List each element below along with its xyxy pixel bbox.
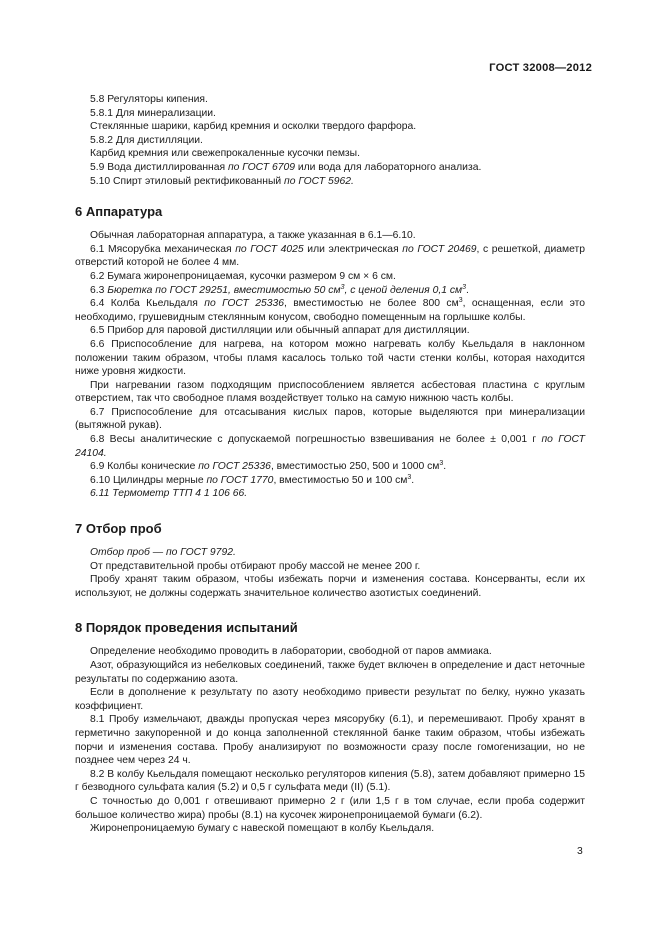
section-5-8-1-text: Стеклянные шарики, карбид кремния и осколки твердого фарфора. (90, 121, 417, 133)
section-8-intro-1: Определение необходимо проводить в лаборатории, свободной от паров аммиака. (90, 646, 492, 658)
section-5-8: 5.8 Регуляторы кипения. (90, 94, 208, 105)
section-6-11: 6.11 Термометр ТТП 4 1 106 66. (90, 488, 248, 500)
section-8-1: 8.1 Пробу измельчают, дважды пропуская через мясорубку (6.1), и перемешивают. Пробу хранят в герметично закупоренной и до конца заполненной стеклянной банке таким образом, чтобы избежать порчи и изменения состава. Пробу анализируют по возможности сразу после гомогенизации, но не позднее чем через 24 ч. (75, 714, 585, 767)
section-6-8: 6.8 Весы аналитические с допускаемой погрешностью взвешивания не более ± 0,001 г по ГОСТ 24104. (75, 434, 585, 459)
section-8-2: 8.2 В колбу Кьельдаля помещают несколько регуляторов кипения (5.8), затем добавляют примерно 15 г безводного сульфата калия (5.2) и 0,5 г сульфата меди (II) (5.1). (75, 768, 585, 794)
heading-section-6: 6 Аппаратура (75, 204, 163, 220)
section-6-intro: Обычная лабораторная аппаратура, а также указанная в 6.1—6.10. (90, 230, 416, 242)
section-6-4: 6.4 Колба Кьельдаля по ГОСТ 25336, вместимостью не более 800 $см^3$, оснащенная, если это необходимо, грушевидным стеклянным конусом, свободно помещенным на горлышке колбы. (75, 297, 585, 323)
section-6-7: 6.7 Приспособление для отсасывания кислых паров, которые выделяются при минерализации (вытяжной рукав). (75, 406, 585, 432)
section-8-2-weighing: С точностью до 0,001 г отвешивают примерно 2 г (или 1,5 г в том случае, если проба содержит большое количество жира) пробы (8.1) на кусочек жиронепроницаемой бумаги (6.2). (75, 795, 585, 821)
page-number: 3 (577, 846, 583, 857)
section-8-2-paper: Жиронепроницаемую бумагу с навеской помещают в колбу Кьельдаля. (90, 823, 435, 835)
section-6-3: 6.3 Бюретка по ГОСТ 29251, вместимостью 50 $см^3$, с ценой деления 0,1 $см^3$. (90, 283, 469, 296)
page-content (75, 93, 585, 836)
heading-section-7: 7 Отбор проб (75, 521, 162, 537)
section-5-8-2-text: Карбид кремния или свежепрокаленные кусочки пемзы. (90, 148, 360, 160)
section-5-9: 5.9 Вода дистиллированная по ГОСТ 6709 или вода для лабораторного анализа. (90, 161, 482, 173)
section-6-5: 6.5 Прибор для паровой дистилляции или обычный аппарат для дистилляции. (90, 325, 470, 337)
section-6-1: 6.1 Мясорубка механическая по ГОСТ 4025 или электрическая по ГОСТ 20469, с решеткой, диаметр отверстий которой не более 4 мм. (75, 243, 585, 269)
section-8-intro-2: Азот, образующийся из небелковых соединений, также будет включен в определение и даст неточные результаты по содержанию азота. (75, 660, 585, 685)
section-6-10: 6.10 Цилиндры мерные по ГОСТ 1770, вместимостью 50 и 100 $см^3$. (90, 473, 415, 486)
section-6-6: 6.6 Приспособление для нагрева, на котором можно нагревать колбу Кьельдаля в наклонном положении таким образом, чтобы пламя касалось только той части стенки колбы, которая находится ниже уровня жидкости. (75, 338, 585, 378)
section-6-2: 6.2 Бумага жиронепроницаемая, кусочки размером 9 см × 6 см. (90, 270, 396, 282)
section-5-10: 5.10 Спирт этиловый ректификованный по ГОСТ 5962. (90, 175, 354, 187)
section-7-storage: Пробу хранят таким образом, чтобы избежать порчи и изменения состава. Консерванты, если их используют, не должны содержать значительное количество азотистых соединений. (75, 574, 585, 599)
section-8-intro-3: Если в дополнение к результату по азоту необходимо привести результат по белку, нужно указать коэффициент. (75, 687, 585, 712)
section-5-8-1: 5.8.1 Для минерализации. (90, 107, 216, 119)
section-6-6-continued: При нагревании газом подходящим приспособлением является асбестовая пластина с круглым отверстием, так что свободное пламя воздействует только на самую нижнюю часть колбы. (75, 379, 585, 405)
section-7-sample-mass: От представительной пробы отбирают пробу массой не менее 200 г. (90, 560, 421, 572)
section-7-sampling: Отбор проб — по ГОСТ 9792. (90, 547, 236, 559)
section-5-8-2: 5.8.2 Для дистилляции. (90, 134, 203, 146)
heading-section-8: 8 Порядок проведения испытаний (75, 620, 298, 636)
document-header: ГОСТ 32008—2012 (489, 62, 592, 74)
section-6-9: 6.9 Колбы конические по ГОСТ 25336, вместимостью 250, 500 и 1000 $см^3$. (90, 460, 447, 473)
